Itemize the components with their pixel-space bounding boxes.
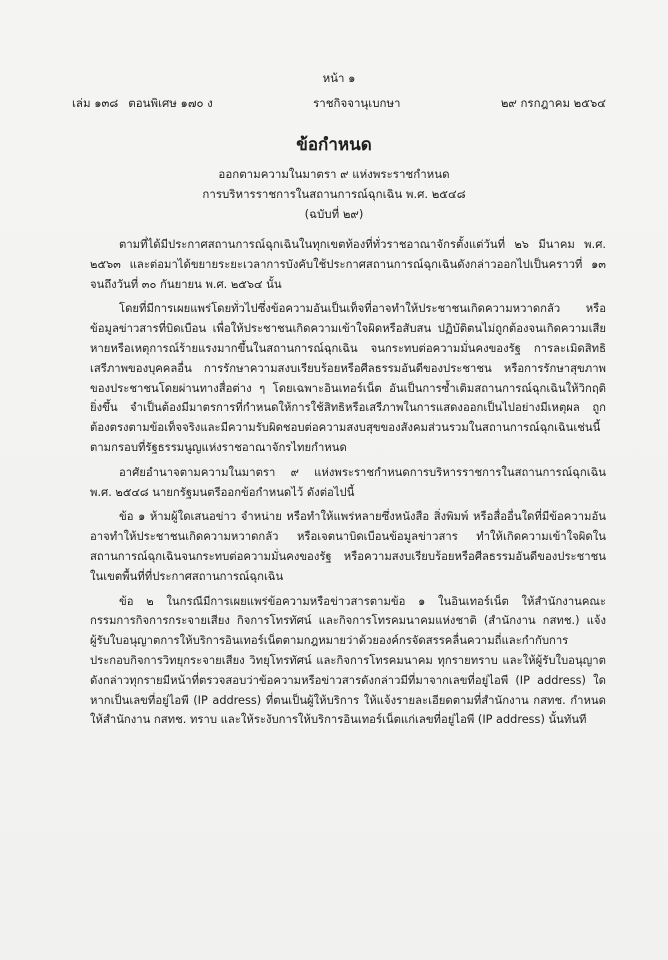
paragraph-clause-2: ข้อ ๒ ในกรณีมีการเผยแพร่ข้อความหรือข่าวสารตามข้อ ๑ ในอินเทอร์เน็ต ให้สำนักงานคณะกรรมการกิจการกระจายเสียง กิจการโทรทัศน์ และกิจการโทรคมนาคมแห่งชาติ (สำนักงาน กสทช.) แจ้งผู้รับใบอนุญาตการให้บริการอินเทอร์เน็ตตามกฎหมายว่าด้วยองค์กรจัดสรรคลื่นความถี่และกำกับการประกอบกิจการวิทยุกระจายเสียง วิทยุโทรทัศน์ และกิจการโทรคมนาคม ทุกรายทราบ และให้ผู้รับใบอนุญาตดังกล่าวทุกรายมีหน้าที่ตรวจสอบว่าข้อความหรือข่าวสารดังกล่าวมีที่มาจากเลขที่อยู่ไอพี (IP address) ใด หากเป็นเลขที่อยู่ไอพี (IP address) ที่ตนเป็นผู้ให้บริการ ให้แจ้งรายละเอียดตามที่สำนักงาน กสทช. กำหนด ให้สำนักงาน กสทช. ทราบ และให้ระงับการให้บริการอินเทอร์เน็ตแก่เลขที่อยู่ไอพี (IP address) นั้นทันที (90, 594, 606, 727)
document-body (90, 235, 606, 735)
paragraph-clause-1: ข้อ ๑ ห้ามผู้ใดเสนอข่าว จำหน่าย หรือทำให้แพร่หลายซึ่งหนังสือ สิ่งพิมพ์ หรือสื่ออื่นใดที่มีข้อความอันอาจทำให้ประชาชนเกิดความหวาดกลัว หรือเจตนาบิดเบือนข้อมูลข่าวสาร ทำให้เกิดความเข้าใจผิดในสถานการณ์ฉุกเฉินจนกระทบต่อความมั่นคงของรัฐ หรือความสงบเรียบร้อยหรือศีลธรรมอันดีของประชาชน ในเขตพื้นที่ที่ประกาศสถานการณ์ฉุกเฉิน (90, 510, 606, 583)
paragraph-authority: อาศัยอำนาจตามความในมาตรา ๙ แห่งพระราชกำหนดการบริหารราชการในสถานการณ์ฉุกเฉิน พ.ศ. ๒๕๔๘ นายกรัฐมนตรีออกข้อกำหนดไว้ ดังต่อไปนี้ (90, 465, 606, 499)
header-row (72, 95, 606, 113)
publication-date: ๒๙ กรกฎาคม ๒๕๖๔ (500, 96, 606, 110)
paragraph-rationale: โดยที่มีการเผยแพร่โดยทั่วไปซึ่งข้อความอันเป็นเท็จที่อาจทำให้ประชาชนเกิดความหวาดกลัว หรือข้อมูลข่าวสารที่บิดเบือน เพื่อให้ประชาชนเกิดความเข้าใจผิดหรือสับสน ปฏิบัติตนไม่ถูกต้องจนเกิดความเสียหายหรือเหตุการณ์ร้ายแรงมากขึ้นในสถานการณ์ฉุกเฉิน จนกระทบต่อความมั่นคงของรัฐ การละเมิดสิทธิเสรีภาพของบุคคลอื่น การรักษาความสงบเรียบร้อยหรือศีลธรรมอันดีของประชาชน หรือการรักษาสุขภาพของประชาชนโดยผ่านทางสื่อต่าง ๆ โดยเฉพาะอินเทอร์เน็ต อันเป็นการซ้ำเติมสถานการณ์ฉุกเฉินให้วิกฤติยิ่งขึ้น จำเป็นต้องมีมาตรการที่กำหนดให้การใช้สิทธิหรือเสรีภาพในการแสดงออกเป็นไปอย่างมีเหตุผล ถูกต้องตรงตามข้อเท็จจริงและมีความรับผิดชอบต่อความสงบสุขของสังคมส่วนรวมในสถานการณ์ฉุกเฉินเช่นนี้ตามกรอบที่รัฐธรรมนูญแห่งราชอาณาจักรไทยกำหนด (90, 302, 606, 454)
document-title: ข้อกำหนด (296, 135, 372, 155)
subtitle-line-1: ออกตามความในมาตรา ๙ แห่งพระราชกำหนด (218, 167, 450, 181)
title-block (60, 131, 608, 224)
volume-label: เล่ม ๑๓๘ (72, 96, 119, 110)
paragraph-preamble: ตามที่ได้มีประกาศสถานการณ์ฉุกเฉินในทุกเขตท้องที่ทั่วราชอาณาจักรตั้งแต่วันที่ ๒๖ มีนาคม พ.ศ. ๒๕๖๓ และต่อมาได้ขยายระยะเวลาการบังคับใช้ประกาศสถานการณ์ฉุกเฉินดังกล่าวออกไปเป็นคราวที่ ๑๓ จนถึงวันที่ ๓๐ กันยายน พ.ศ. ๒๕๖๔ นั้น (90, 238, 606, 291)
subtitle-line-3: (ฉบับที่ ๒๙) (304, 207, 364, 221)
page-number: หน้า ๑ (322, 71, 356, 85)
gazette-header (72, 70, 606, 113)
header-left (72, 95, 213, 113)
section-label: ตอนพิเศษ ๑๗๐ ง (128, 96, 213, 110)
subtitle-line-2: การบริหารราชการในสถานการณ์ฉุกเฉิน พ.ศ. ๒๕๔๘ (202, 187, 466, 201)
gazette-name: ราชกิจจานุเบกษา (313, 96, 401, 110)
